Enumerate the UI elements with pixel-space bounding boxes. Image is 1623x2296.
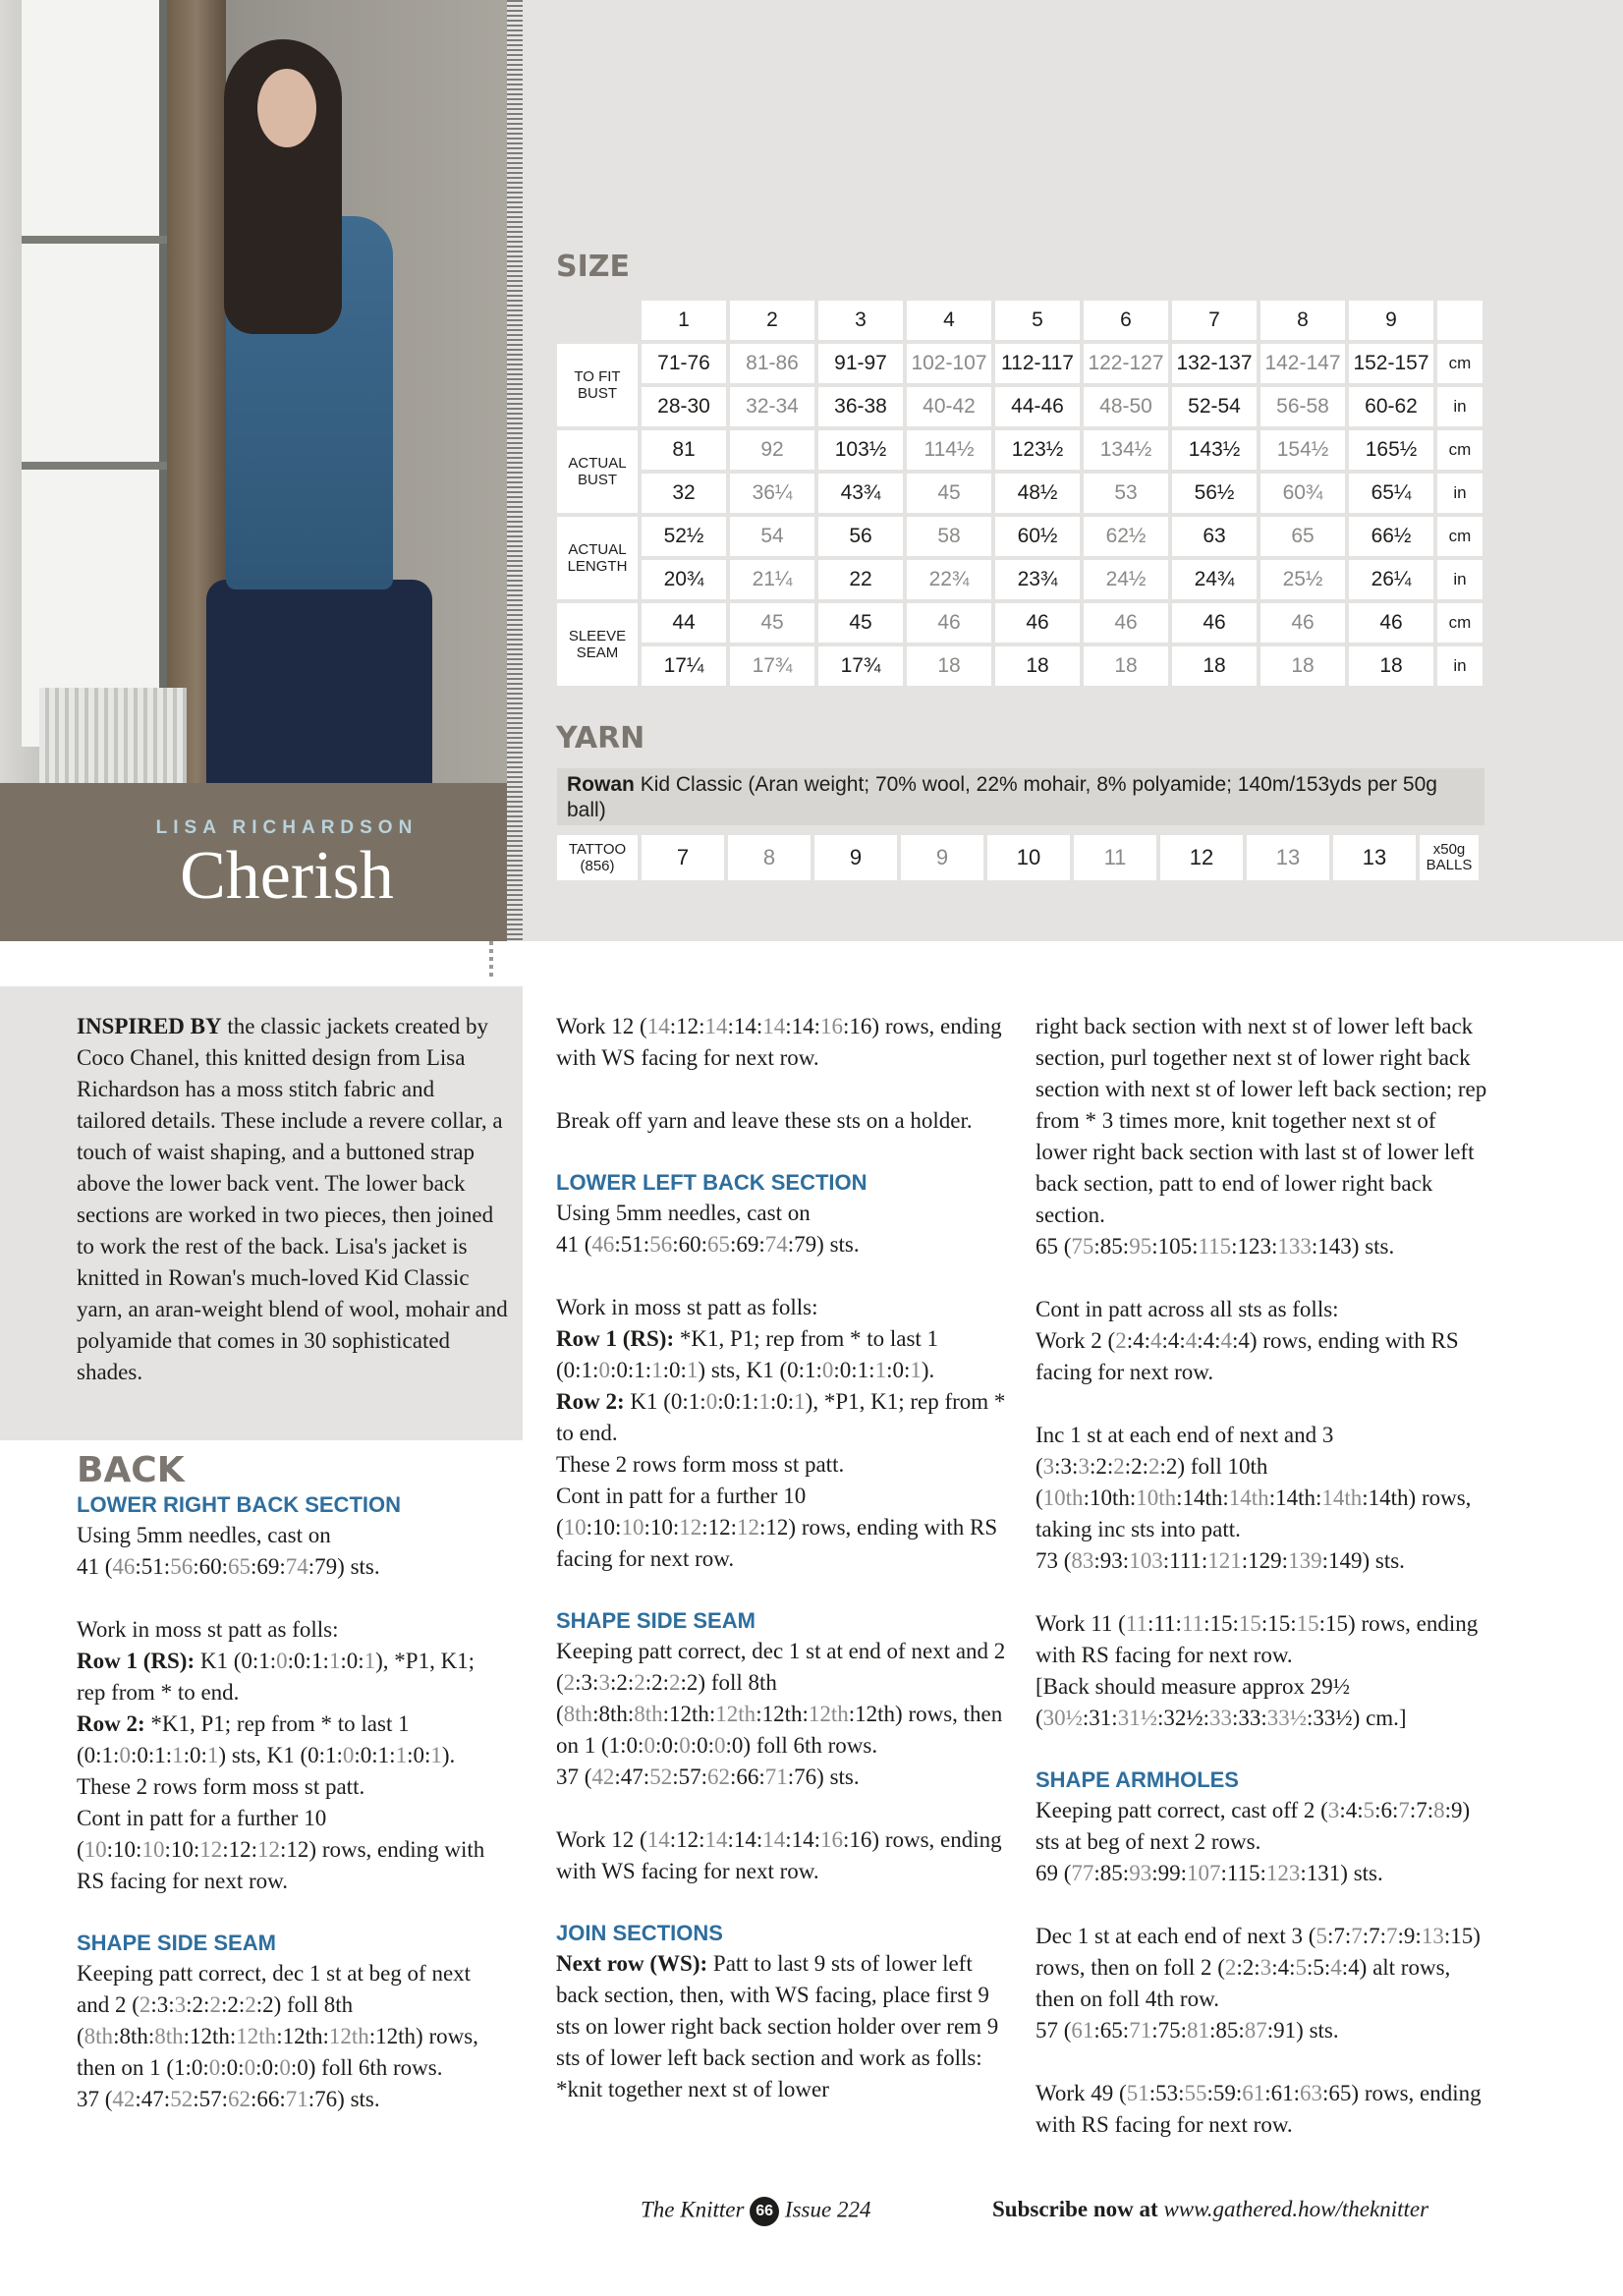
size-cell: 7 [1172,301,1257,340]
size-heading: SIZE [556,250,631,284]
ball-count: 13 [1333,835,1416,880]
ball-count: 12 [1160,835,1243,880]
shape-side-seam-heading: SHAPE SIDE SEAM [77,1931,276,1955]
lower-left-back-heading: LOWER LEFT BACK SECTION [556,1170,867,1195]
page-footer: The Knitter 66 Issue 224 [641,2197,870,2226]
yarn-heading: YARN [556,721,645,756]
size-cell: 8 [1260,301,1345,340]
zigzag-divider [507,0,523,941]
lower-right-back-heading: LOWER RIGHT BACK SECTION [77,1492,401,1517]
size-cell: 4 [907,301,991,340]
row-label: ACTUAL BUST [557,430,638,513]
size-cell: 1 [642,301,726,340]
size-cell: 5 [995,301,1080,340]
column-2: Work 12 (14:12:14:14:14:14:16:16) rows, ending with WS facing for next row. Break off yarn and leave these sts on a holder. LOWER LEFT BACK SECTION Using 5mm needles, cast on 41 (46:51:56:60:65:69:74:79) sts. Work in moss st patt as folls: Row 1 (RS): *K1, P1; rep from * to last 1 (0:1:0:0:1:1:0:1) sts, K1 (0:1:0:0:1:1:0:1). Row 2: K1 (0:1:0:0:1:1:0:1), *P1, K1; rep from * to end. These 2 rows form moss st patt. Cont in patt for a further 10 (10:10:10:10:12:12:12:12) rows, ending with RS facing for next row. SHAPE SIDE SEAM Keeping patt correct, dec 1 st at end of next and 2 (2:3:3:2:2:2:2:2) foll 8th (8th:8th:8th:12th:12th:12th:12th:12th) rows, then on 1 (1:0:0:0:0:0:0:0) foll 6th rows. 37 (42:47:52:57:62:66:71:76) sts. Work 12 (14:12:14:14:14:14:16:16) rows, ending with WS facing for next row. JOIN SECTIONS Next row (WS): Patt to last 9 sts of lower left back section, then, with WS facing, place first 9 sts on lower right back section holder over rem 9 sts of lower left back section and work as folls: *knit together next st of lower [556,1011,1008,2105]
ball-count: 9 [814,835,897,880]
ball-count: 13 [1247,835,1329,880]
back-heading: BACK [77,1450,185,1490]
ball-count: 11 [1074,835,1156,880]
row-label: TO FIT BUST [557,344,638,426]
model-photo [0,0,523,783]
page-number: 66 [750,2197,779,2226]
column-3: right back section with next st of lower left back section, purl together next st of lower right back section with next st of lower left back section; rep from * 3 times more, knit together next st of lower right back section with last st of lower left back section, patt to end of lower right back section. 65 (75:85:95:105:115:123:133:143) sts. Cont in patt across all sts as folls: Work 2 (2:4:4:4:4:4:4:4) rows, ending with RS facing for next row. Inc 1 st at each end of next and 3 (3:3:3:2:2:2:2:2) foll 10th (10th:10th:10th:14th:14th:14th:14th:14th) rows, taking inc sts into patt. 73 (83:93:103:111:121:129:139:149) sts. Work 11 (11:11:11:15:15:15:15:15) rows, ending with RS facing for next row. [Back should measure approx 29½ (30½:31:31½:32½:33:33:33½:33½) cm.] SHAPE ARMHOLES Keeping patt correct, cast off 2 (3:4:5:6:7:7:8:9) sts at beg of next 2 rows. 69 (77:85:93:99:107:115:123:131) sts. Dec 1 st at each end of next 3 (5:7:7:7:7:9:13:15) rows, then on foll 2 (2:2:3:4:5:5:4:4) alt rows, then on foll 4th row. 57 (61:65:71:75:81:85:87:91) sts. Work 49 (51:53:55:59:61:61:63:65) rows, ending with RS facing for next row. [1035,1014,1487,2137]
yarn-description: Rowan Kid Classic (Aran weight; 70% wool, 22% mohair, 8% polyamide; 140m/153yds per 50g ball) [557,768,1484,825]
column-1: INSPIRED BY the classic jackets created by Coco Chanel, this knitted design from Lisa Richardson has a moss stitch fabric and tailored details. These include a revere collar, a touch of waist shaping, and a buttoned strap above the lower back vent. The lower back sections are worked in two pieces, then joined to work the rest of the back. Lisa's jacket is knitted in Rowan's much-loved Kid Classic yarn, an aran-weight blend of wool, mohair and polyamide that comes in 30 sophisticated shades. BACK LOWER RIGHT BACK SECTION Using 5mm needles, cast on 41 (46:51:56:60:65:69:74:79) sts. Work in moss st patt as folls: Row 1 (RS): K1 (0:1:0:0:1:1:0:1), *P1, K1; rep from * to end. Row 2: *K1, P1; rep from * to last 1 (0:1:0:0:1:1:0:1) sts, K1 (0:1:0:0:1:1:0:1). These 2 rows form moss st patt. Cont in patt for a further 10 (10:10:10:10:12:12:12:12) rows, ending with RS facing for next row. SHAPE SIDE SEAM Keeping patt correct, dec 1 st at beg of next and 2 (2:3:3:2:2:2:2:2) foll 8th (8th:8th:8th:12th:12th:12th:12th:12th) rows, then on 1 (1:0:0:0:0:0:0:0) foll 6th rows. 37 (42:47:52:57:62:66:71:76) sts. [77,1011,509,2147]
subscribe-line: Subscribe now at www.gathered.how/theknitter [992,2197,1429,2221]
size-table: 1 2 3 4 5 6 7 8 9 TO FIT BUST 71-76 81-86 91-97 102-107 112-117 122-127 132-137 142-147 152-157 cm 28-30 32-34 36-38 40-42 44-46 48-50 52-54 56-58 60-62 in ACTUAL BUST 81 92 103½ 114½ 123½ 134½ 143½ 154½ 165½ cm 32 36¼ 43¾ 45 48½ 53 56½ 60¾ 65¼ in ACTUAL LENGTH 52½ 54 56 58 60½ 62½ 63 65 66½ cm 20¾ 21¼ 22 22¾ 23¾ 24½ 24¾ 25½ 26¼ in SLEEVE SEAM 44 45 45 46 46 46 46 46 46 cm 17¼ 17¾ 17¾ 18 18 18 18 18 18 in [553,297,1486,690]
ball-count: 7 [642,835,724,880]
shape-side-seam-heading-2: SHAPE SIDE SEAM [556,1608,756,1633]
join-sections-heading: JOIN SECTIONS [556,1921,723,1945]
designer-name: LISA RICHARDSON [155,817,419,838]
ball-count: 9 [901,835,983,880]
size-cell: 3 [818,301,903,340]
yarn-shade: TATTOO (856) [557,835,638,880]
intro-text: INSPIRED BY the classic jackets created by Coco Chanel, this knitted design from Lisa Richardson has a moss stitch fabric and tailored details. These include a revere collar, a touch of waist shaping, and a buttoned strap above the lower back vent. The lower back sections are worked in two pieces, then joined to work the rest of the back. Lisa's jacket is knitted in Rowan's much-loved Kid Classic yarn, an aran-weight blend of wool, mohair and polyamide that comes in 30 sophisticated shades. [77,1014,508,1384]
size-cell: 6 [1084,301,1168,340]
ball-unit: x50g BALLS [1420,835,1479,880]
size-cell: 2 [730,301,814,340]
row-label: ACTUAL LENGTH [557,517,638,599]
size-cell: 9 [1349,301,1433,340]
size-numbers-row [557,301,1483,340]
subscribe-link[interactable]: www.gathered.how/theknitter [1163,2197,1429,2221]
row-label: SLEEVE SEAM [557,603,638,686]
pattern-title: Cherish [180,838,394,914]
window-image [22,0,169,747]
ball-count: 8 [728,835,811,880]
shape-armholes-heading: SHAPE ARMHOLES [1035,1767,1239,1792]
yarn-quantity-row [557,835,1479,880]
ball-count: 10 [987,835,1070,880]
